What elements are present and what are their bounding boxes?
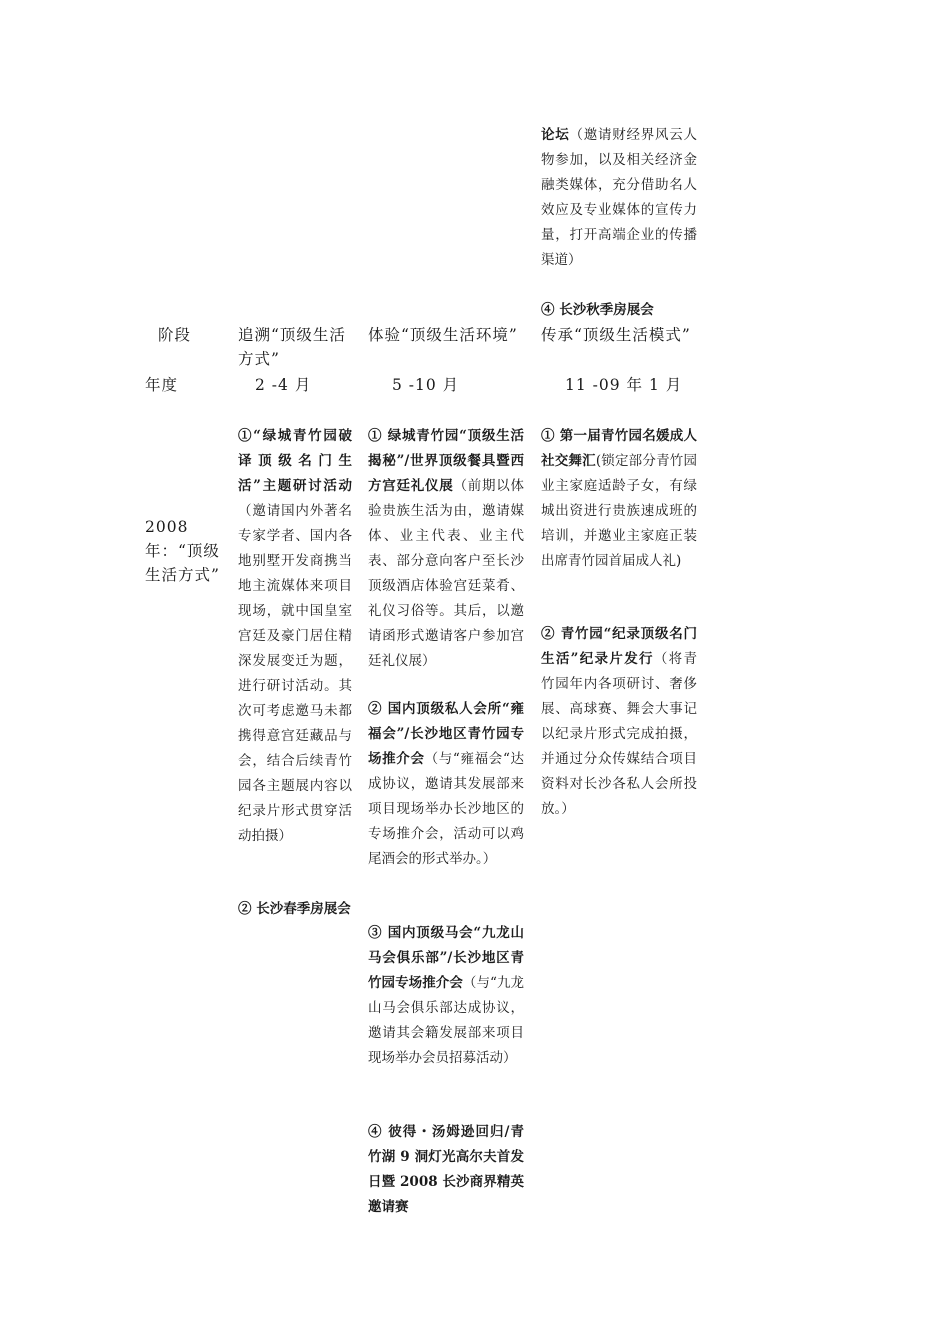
col1-item1-text: （邀请国内外著名专家学者、国内各地别墅开发商携当地主流媒体来项目现场，就中国皇室宫廷及豪门居住精深发展变迁为题，进行研讨活动。其次可考虑邀马未都携得意宫廷藏品与会，结合后续青竹园各主题展内容以纪录片形式贯穿活动拍摄） [238, 503, 352, 844]
col2-item2-title: ② 国内顶级私人会所“雍福会”/长沙地区青竹园专场推介会 [368, 701, 524, 767]
col1-item2-title: ② 长沙春季房展会 [238, 901, 351, 917]
col3-item1-title: ① 第一届青竹园名媛成人社交舞汇 [541, 428, 697, 469]
autumn-fair-item [541, 298, 697, 323]
stage-label: 阶段 [158, 326, 192, 344]
col2-item3 [368, 921, 524, 1071]
col1-item1 [238, 424, 352, 849]
col2-item4 [368, 1120, 524, 1220]
col2-item2-text: （与“雍福会“达成协议，邀请其发展部来项目现场举办长沙地区的专场推介会，活动可以鸡尾酒会的形式举办。） [368, 751, 525, 867]
col3-item1 [541, 424, 697, 574]
col3-item1-text: (锁定部分青竹园业主家庭适龄子女，有绿城出资进行贵族速成班的培训，并邀业主家庭正装出席青竹园首届成人礼) [541, 453, 697, 569]
col1-title: 追溯“顶级生活方式” [238, 326, 346, 368]
col1-period: 2 -4 月 [255, 376, 312, 394]
col2-item4-title: ④ 彼得・汤姆逊回归/青竹湖 9 洞灯光高尔夫首发日暨 2008 长沙商界精英邀请赛 [368, 1124, 524, 1215]
col1-item1-title: ①“绿城青竹园破译顶级名门生活”主题研讨活动 [238, 428, 352, 494]
forum-paragraph [541, 123, 697, 273]
forum-bold: 论坛 [541, 127, 570, 143]
year-cell: 2008 年：“顶级生活方式” [145, 518, 220, 584]
col2-title: 体验“顶级生活环境” [368, 326, 518, 344]
col2-item2 [368, 697, 524, 872]
col3-item2-text: （将青竹园年内各项研讨、奢侈展、高球赛、舞会大事记以纪录片形式完成拍摄，并通过分众传媒结合项目资料对长沙各私人会所投放。） [541, 651, 698, 817]
col2-item1 [368, 424, 524, 674]
col2-period: 5 -10 月 [392, 376, 460, 394]
autumn-fair-label: ④ 长沙秋季房展会 [541, 302, 654, 318]
col2-item3-text: （与“九龙山马会俱乐部达成协议，邀请其会籍发展部来项目现场举办会员招募活动） [368, 975, 525, 1066]
col3-title: 传承“顶级生活模式” [541, 326, 691, 344]
year-label: 年度 [145, 376, 179, 394]
col2-item3-title: ③ 国内顶级马会“九龙山马会俱乐部”/长沙地区青竹园专场推介会 [368, 925, 524, 991]
col3-item2-title: ② 青竹园“纪录顶级名门生活”纪录片发行 [541, 626, 697, 667]
col3-item2 [541, 622, 697, 822]
forum-text: （邀请财经界风云人物参加，以及相关经济金融类媒体，充分借助名人效应及专业媒体的宣传力量，打开高端企业的传播渠道） [541, 127, 697, 268]
col1-item2 [238, 897, 352, 922]
col2-item1-text: （前期以体验贵族生活为由，邀请媒体、业主代表、业主代表、部分意向客户至长沙顶级酒店体验宫廷菜肴、礼仪习俗等。其后，以邀请函形式邀请客户参加宫廷礼仪展） [368, 478, 524, 669]
col2-item1-title: ① 绿城青竹园“顶级生活揭秘”/世界顶级餐具暨西方宫廷礼仪展 [368, 428, 524, 494]
col3-period: 11 -09 年 1 月 [565, 376, 683, 394]
